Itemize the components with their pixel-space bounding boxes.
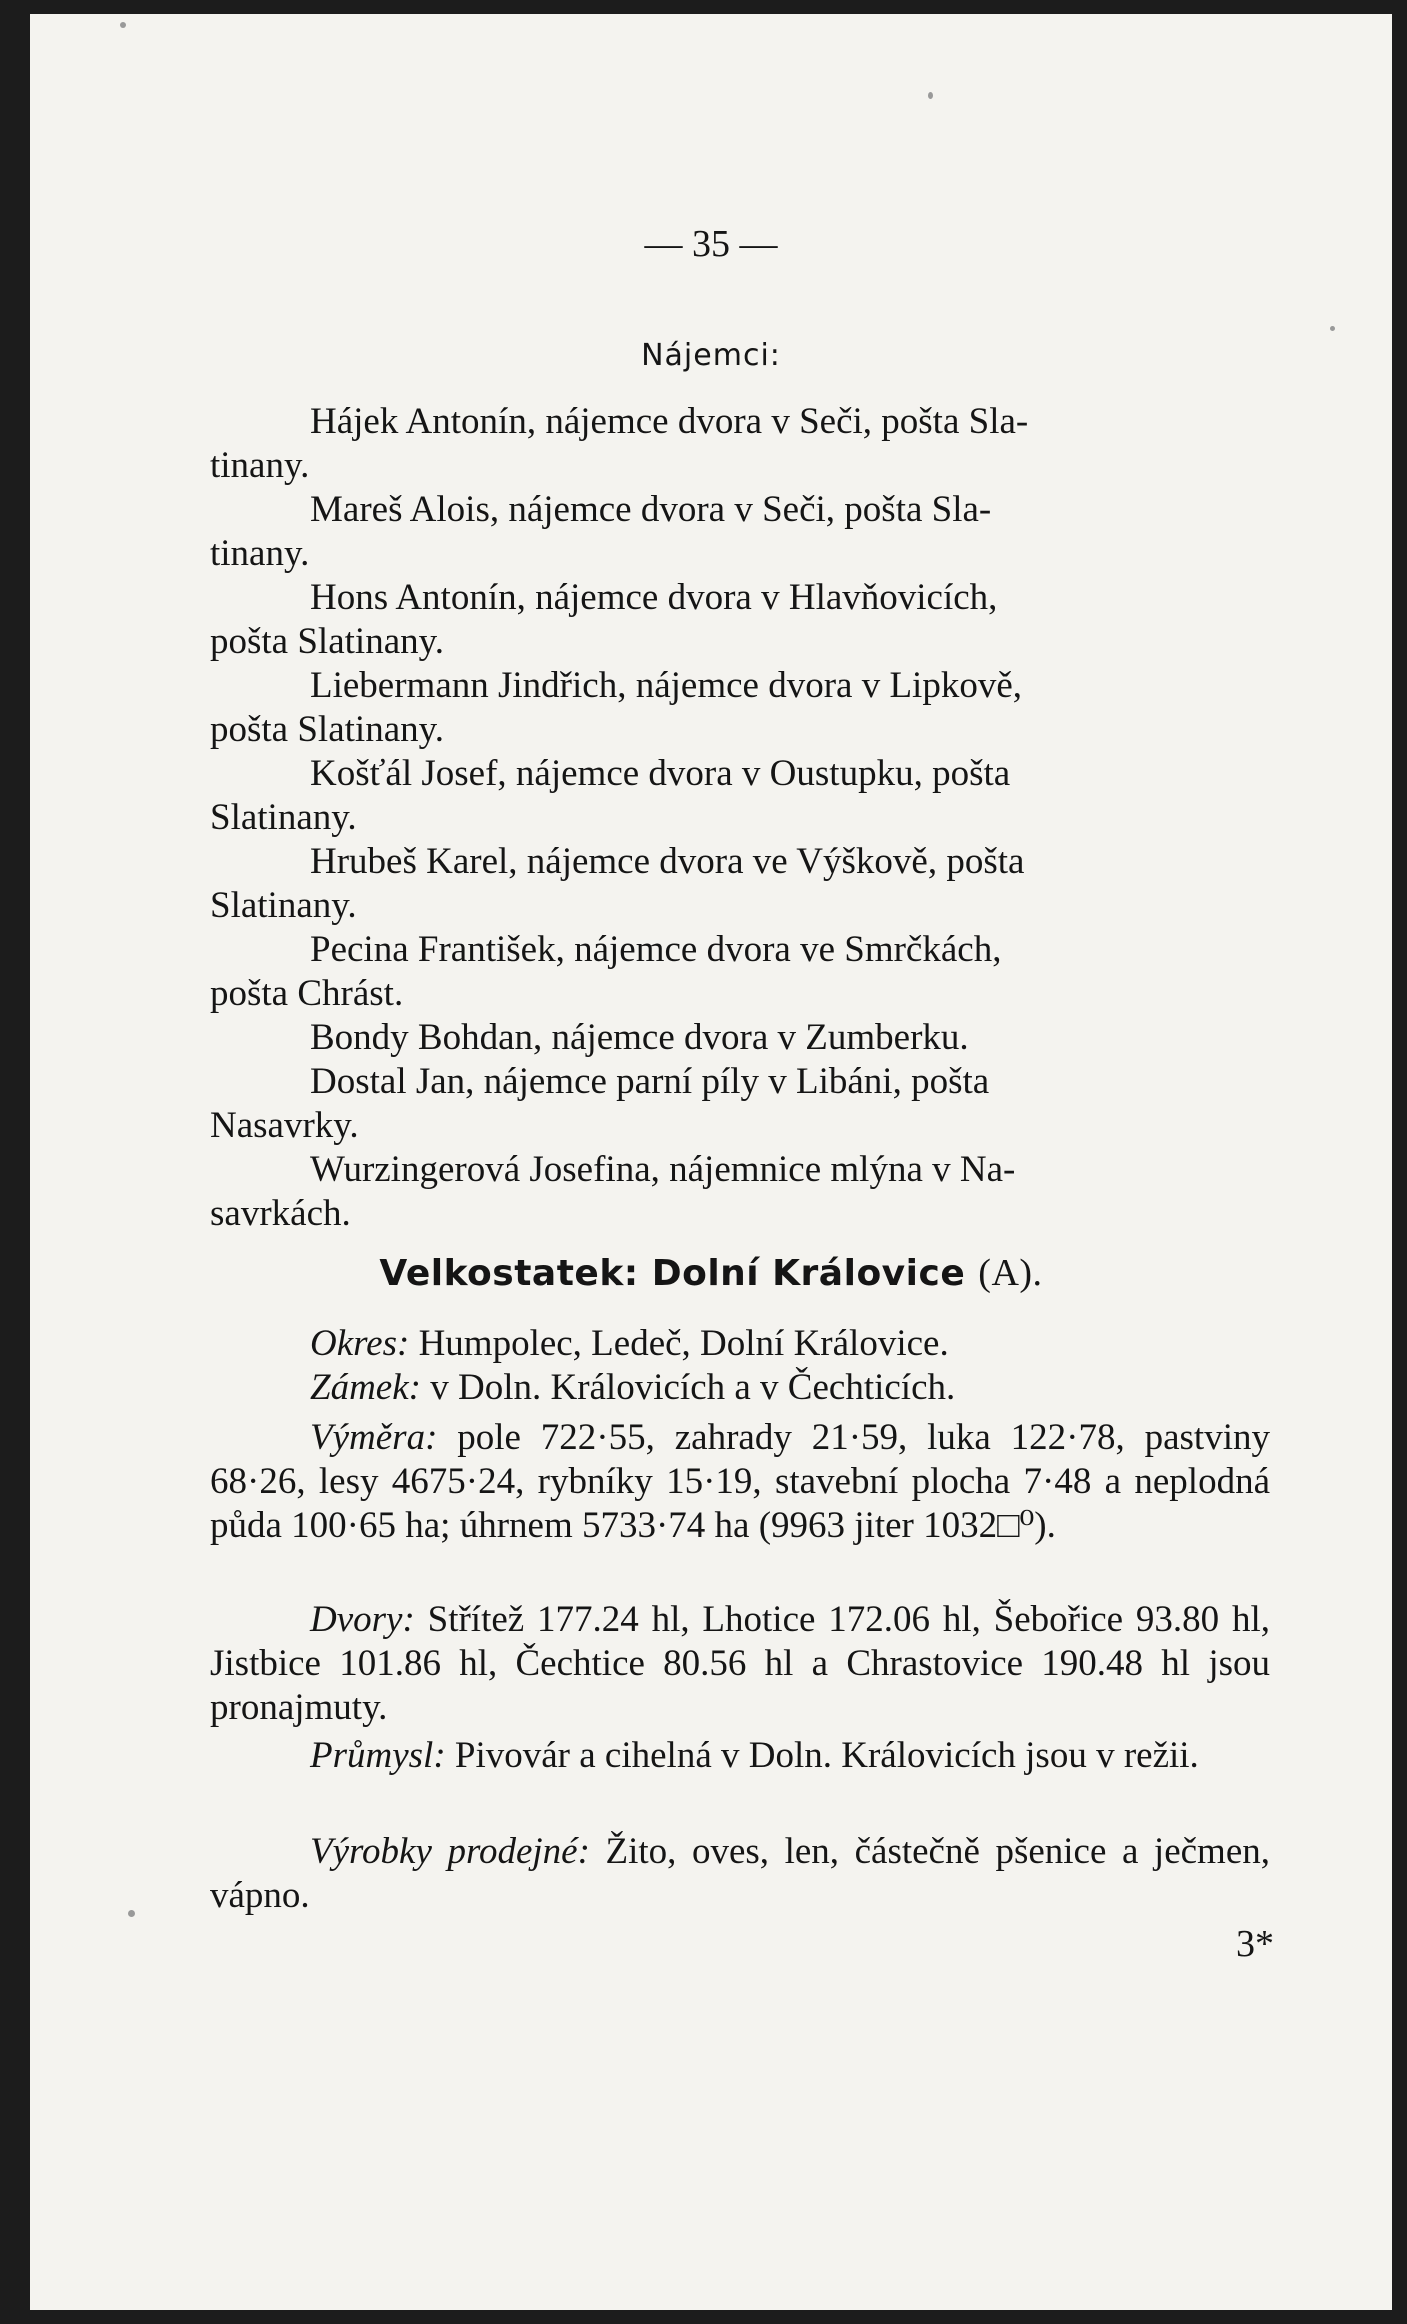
book-page <box>30 14 1392 2310</box>
page-number: — 35 — <box>644 223 778 265</box>
vyrobky-label: Výrobky prodejné: <box>310 1831 590 1872</box>
list-item: Hons Antonín, nájemce dvora v Hlavňovicích, pošta Slatinany. <box>210 577 998 662</box>
dvory-paragraph <box>210 1598 1270 1730</box>
zamek-paragraph <box>210 1366 1270 1410</box>
list-item: Bondy Bohdan, nájemce dvora v Zumberku. <box>310 1017 969 1058</box>
okres-label: Okres: <box>310 1323 410 1364</box>
list-item: Košťál Josef, nájemce dvora v Oustupku, pošta Slatinany. <box>210 753 1011 838</box>
vyrobky-paragraph <box>210 1830 1270 1918</box>
vymera-label: Výměra: <box>310 1417 438 1458</box>
list-item: Hájek Antonín, nájemce dvora v Seči, pošta Sla- tinany. <box>210 401 1029 486</box>
dvory-label: Dvory: <box>310 1599 415 1640</box>
zamek-value: v Doln. Královicích a v Čechticích. <box>430 1367 956 1408</box>
list-item: Hrubeš Karel, nájemce dvora ve Výškově, pošta Slatinany. <box>210 841 1025 926</box>
list-item: Wurzingerová Josefina, nájemnice mlýna v Na- savrkách. <box>210 1149 1016 1234</box>
vymera-value: pole 722·55, zahrady 21·59, luka 122·78, pastviny 68·26, lesy 4675·24, rybníky 15·19, stavební plocha 7·48 a neplodná půda 100·65 ha; úhrnem 5733·74 ha (9963 jiter 1032□⁰). <box>210 1417 1270 1546</box>
scan-speck <box>928 92 933 99</box>
tenants-heading: Nájemci: <box>641 338 781 373</box>
estate-title: Velkostatek: Dolní Královice (A). <box>379 1252 1043 1294</box>
dvory-value: Střítež 177.24 hl, Lhotice 172.06 hl, Šebořice 93.80 hl, Jistbice 101.86 hl, Čechtice 80.56 hl a Chrastovice 190.48 hl jsou pronajmuty. <box>210 1599 1271 1728</box>
prumysl-value: Pivovár a cihelná v Doln. Královicích jsou v režii. <box>454 1735 1199 1776</box>
signature-mark: 3* <box>1236 1923 1274 1965</box>
list-item: Liebermann Jindřich, nájemce dvora v Lipkově, pošta Slatinany. <box>210 665 1022 750</box>
scan-speck <box>1330 326 1335 331</box>
list-item: Mareš Alois, nájemce dvora v Seči, pošta Sla- tinany. <box>210 489 992 574</box>
list-item: Pecina František, nájemce dvora ve Smrčkách, pošta Chrást. <box>210 929 1002 1014</box>
scan-speck <box>128 1910 135 1917</box>
scan-speck <box>120 22 126 28</box>
vyrobky-value: Žito, oves, len, částečně pšenice a ječmen, vápno. <box>210 1831 1271 1916</box>
okres-value: Humpolec, Ledeč, Dolní Královice. <box>418 1323 949 1364</box>
vymera-paragraph <box>210 1416 1270 1548</box>
prumysl-paragraph <box>210 1734 1270 1778</box>
okres-paragraph <box>210 1322 1270 1366</box>
zamek-label: Zámek: <box>310 1367 421 1408</box>
list-item: Dostal Jan, nájemce parní píly v Libáni, pošta Nasavrky. <box>210 1061 990 1146</box>
prumysl-label: Průmysl: <box>310 1735 446 1776</box>
